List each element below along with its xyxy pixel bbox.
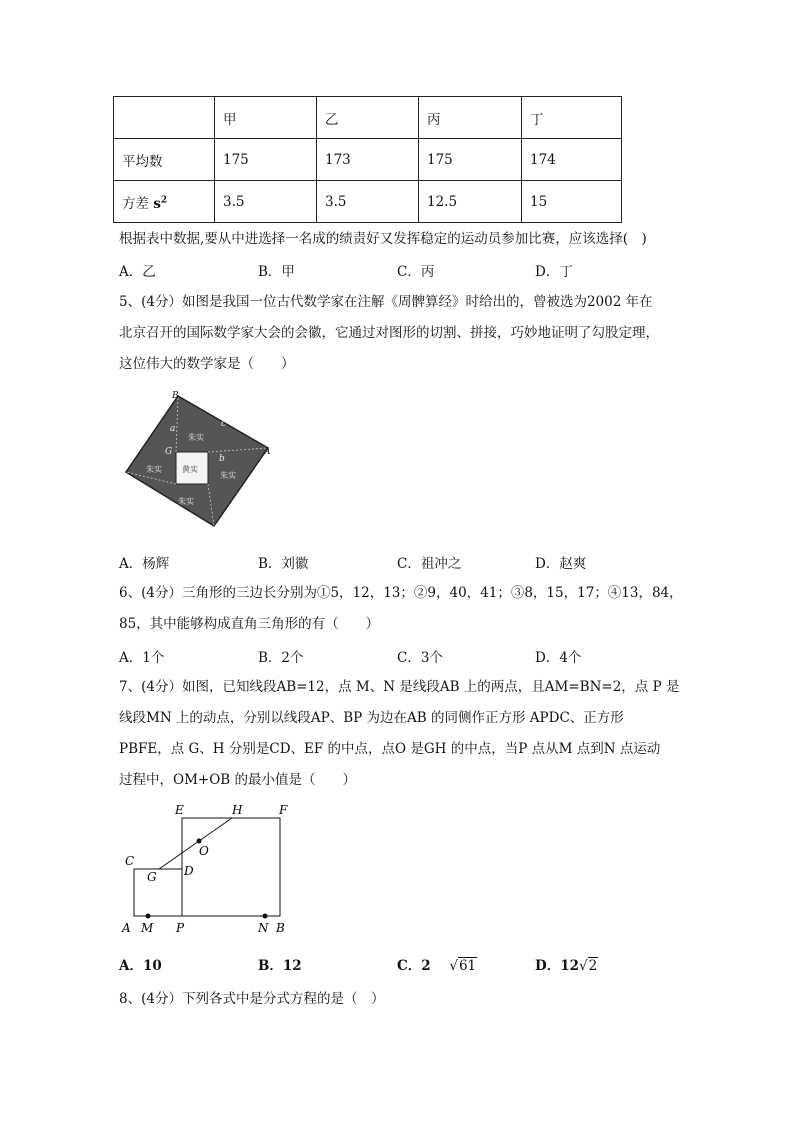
- table-cell: 丙: [419, 97, 522, 139]
- table-cell: 丁: [522, 97, 622, 139]
- label-O: O: [199, 844, 209, 858]
- label-B: B: [276, 921, 285, 935]
- point-n: [263, 914, 268, 919]
- q7-option-c-prefix: C．2: [397, 958, 431, 974]
- zhu-shi-label: 朱实: [146, 465, 162, 474]
- q5-question-line-3: 这位伟大的数学家是（ ）: [119, 356, 295, 372]
- q6-option-d[interactable]: D．4个: [535, 650, 582, 666]
- q5-question-line-1: 5、(4分）如图是我国一位古代数学家在注解《周髀算经》时给出的，曾被选为2002 年在: [119, 294, 653, 310]
- label-A: A: [122, 921, 131, 935]
- q7-option-c[interactable]: [397, 954, 477, 974]
- table-cell: 174: [522, 139, 622, 181]
- q7-question-line-4: 过程中，OM+OB 的最小值是（ ）: [119, 772, 356, 788]
- sqrt-61: [449, 958, 477, 974]
- table-cell: 15: [522, 181, 622, 223]
- q6-question-line-2: 85，其中能够构成直角三角形的有（ ）: [119, 616, 380, 632]
- table-row: [114, 181, 622, 223]
- q5-option-d[interactable]: D．赵爽: [535, 556, 587, 572]
- table-cell: 175: [215, 139, 317, 181]
- q7-option-d[interactable]: [535, 954, 598, 974]
- table-cell: 12.5: [419, 181, 522, 223]
- label-A: A: [264, 447, 271, 457]
- q6-option-b[interactable]: B．2个: [258, 650, 304, 666]
- zhu-shi-label: 朱实: [178, 497, 194, 506]
- q7-question-line-1: 7、(4分）如图，已知线段AB=12，点 M、N 是线段AB 上的两点，且AM=BN=2，点 P 是: [119, 679, 680, 695]
- table-cell: [114, 181, 215, 223]
- q4-option-c[interactable]: C．丙: [397, 264, 435, 280]
- table-row: [114, 139, 622, 181]
- sqrt-2: [579, 958, 598, 974]
- label-F: F: [279, 803, 288, 817]
- squares-geometry-figure: [115, 800, 300, 940]
- q4-option-b[interactable]: B．甲: [258, 264, 295, 280]
- variance-symbol: s: [153, 195, 161, 212]
- label-G: G: [165, 447, 173, 457]
- label-c: c: [221, 419, 227, 429]
- label-E: E: [175, 803, 184, 817]
- label-D: D: [184, 864, 194, 878]
- table-cell: 3.5: [317, 181, 419, 223]
- label-b: b: [219, 454, 225, 464]
- label-H: H: [232, 803, 243, 817]
- q7-question-line-2: 线段MN 上的动点，分别以线段AP、BP 为边在AB 的同侧作正方形 APDC、正方形: [119, 710, 624, 726]
- point-o: [197, 839, 202, 844]
- label-M: M: [141, 921, 154, 935]
- table-cell: 平均数: [114, 139, 215, 181]
- huang-shi-label: 黄实: [182, 465, 198, 474]
- table-cell: 甲: [215, 97, 317, 139]
- square-apdc: [134, 869, 182, 916]
- label-C: C: [125, 854, 135, 868]
- q5-option-a[interactable]: A．杨辉: [119, 556, 170, 572]
- q5-question-line-2: 北京召开的国际数学家大会的会徽，它通过对图形的切割、拼接，巧妙地证明了勾股定理，: [119, 325, 659, 341]
- variance-exponent: 2: [160, 195, 168, 205]
- table-row: [114, 97, 622, 139]
- variance-label: 方差: [122, 195, 149, 212]
- q7-question-line-3: PBFE，点 G、H 分别是CD、EF 的中点，点O 是GH 的中点，当P 点从M 点到N 点运动: [119, 741, 661, 757]
- table-cell: 乙: [317, 97, 419, 139]
- radicand: 61: [458, 958, 477, 974]
- q6-option-a[interactable]: A．1个: [119, 650, 165, 666]
- zhao-shuang-diagram: [118, 386, 278, 536]
- q4-option-a[interactable]: A．乙: [119, 264, 156, 280]
- table-cell: [114, 97, 215, 139]
- segment-gh: [159, 818, 232, 869]
- radical-icon: √: [579, 958, 588, 974]
- zhu-shi-label: 朱实: [220, 471, 236, 480]
- q7-option-d-prefix: D．12: [535, 958, 579, 974]
- q4-question-text: 根据表中数据,要从中进选择一名成的绩责好又发挥稳定的运动员参加比赛，应该选择( ): [119, 231, 647, 247]
- label-B: B: [172, 391, 179, 401]
- label-N: N: [258, 921, 269, 935]
- table-cell: 3.5: [215, 181, 317, 223]
- q6-option-c[interactable]: C．3个: [397, 650, 443, 666]
- label-G: G: [147, 870, 157, 884]
- label-a: a: [170, 424, 176, 434]
- label-P: P: [176, 921, 185, 935]
- radicand: 2: [588, 958, 598, 974]
- q7-option-b[interactable]: B．12: [258, 958, 302, 974]
- table-cell: 175: [419, 139, 522, 181]
- zhu-shi-label: 朱实: [188, 433, 204, 442]
- stats-table: [113, 96, 622, 223]
- square-pbfe: [182, 818, 280, 916]
- q5-option-c[interactable]: C．祖冲之: [397, 556, 462, 572]
- q5-option-b[interactable]: B．刘徽: [258, 556, 309, 572]
- point-m: [146, 914, 151, 919]
- radical-icon: √: [449, 958, 458, 974]
- q8-question-text: 8、(4分）下列各式中是分式方程的是（ ）: [119, 991, 385, 1007]
- q4-option-d[interactable]: D．丁: [535, 264, 573, 280]
- table-cell: 173: [317, 139, 419, 181]
- q7-option-a[interactable]: A．10: [119, 958, 162, 974]
- q6-question-line-1: 6、(4分）三角形的三边长分别为①5，12，13；②9，40，41；③8，15，17；④13，84，: [119, 585, 683, 601]
